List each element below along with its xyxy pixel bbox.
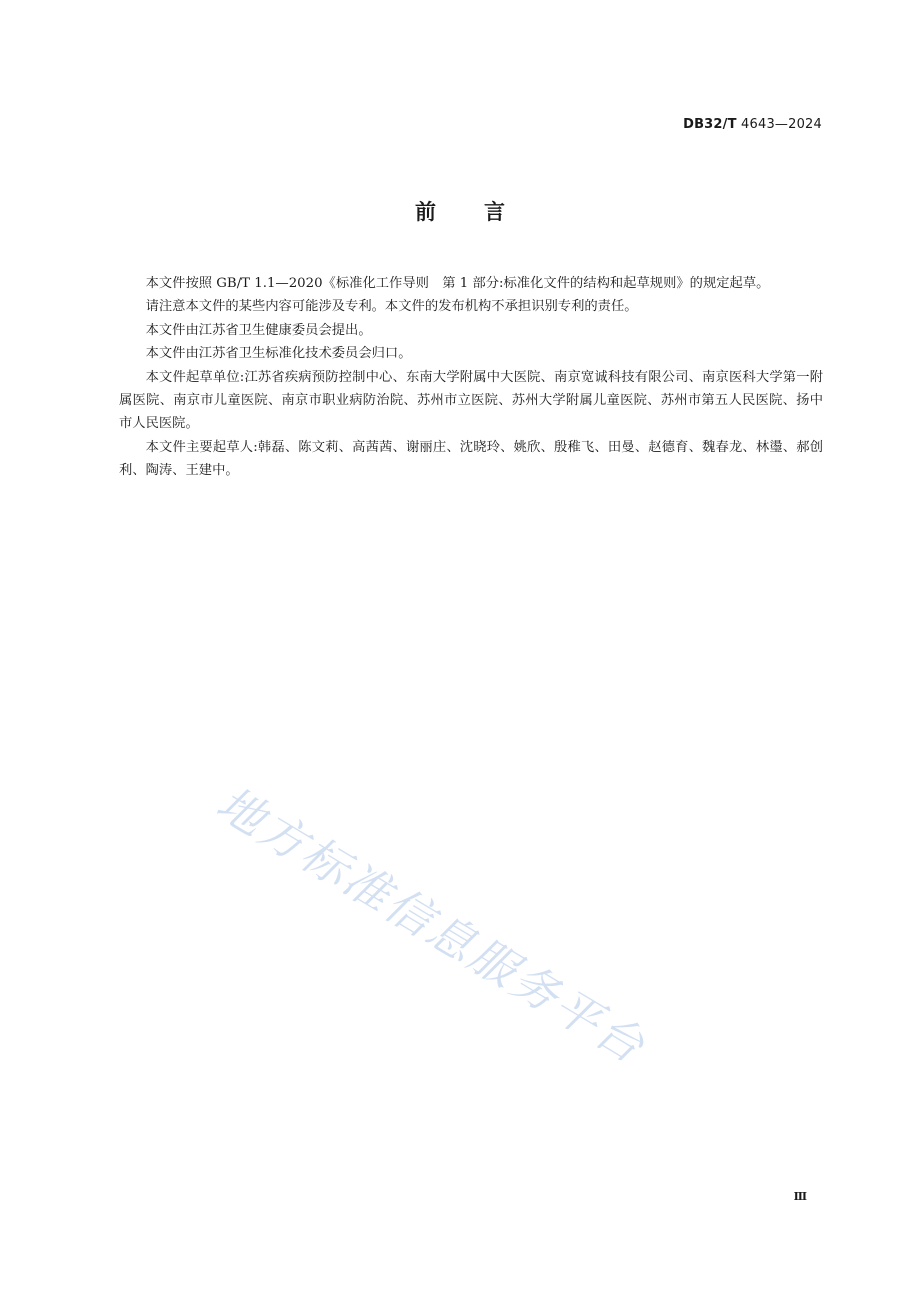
paragraph-patent-notice: 请注意本文件的某些内容可能涉及专利。本文件的发布机构不承担识别专利的责任。 — [145, 299, 638, 315]
foreword-body — [119, 272, 823, 483]
page-number: Ⅲ — [793, 1190, 807, 1203]
paragraph-proposer: 本文件由江苏省卫生健康委员会提出。 — [145, 322, 372, 338]
paragraph-centralized-unit: 本文件由江苏省卫生标准化技术委员会归口。 — [145, 346, 412, 362]
document-code-prefix: DB32/T — [683, 117, 737, 132]
paragraph-main-drafters: 本文件主要起草人:韩磊、陈文莉、高茜茜、谢丽庄、沈晓玲、姚欣、殷稚飞、田曼、赵德育、魏春龙、林璗、郝创利、陶涛、王建中。 — [119, 439, 823, 479]
page-title: 前言 — [415, 200, 553, 224]
paragraph-drafting-units: 本文件起草单位:江苏省疾病预防控制中心、东南大学附属中大医院、南京宽诚科技有限公司、南京医科大学第一附属医院、南京市儿童医院、南京市职业病防治院、苏州市立医院、苏州大学附属儿童医院、苏州市第五人民医院、扬中市人民医院。 — [119, 369, 823, 432]
document-code-number: 4643—2024 — [741, 117, 822, 132]
watermark: 地方标准信息服务平台 — [207, 775, 656, 1075]
paragraph-drafting-basis: 本文件按照 GB/T 1.1—2020《标准化工作导则 第 1 部分:标准化文件的结构和起草规则》的规定起草。 — [145, 276, 770, 291]
document-code — [683, 117, 822, 132]
